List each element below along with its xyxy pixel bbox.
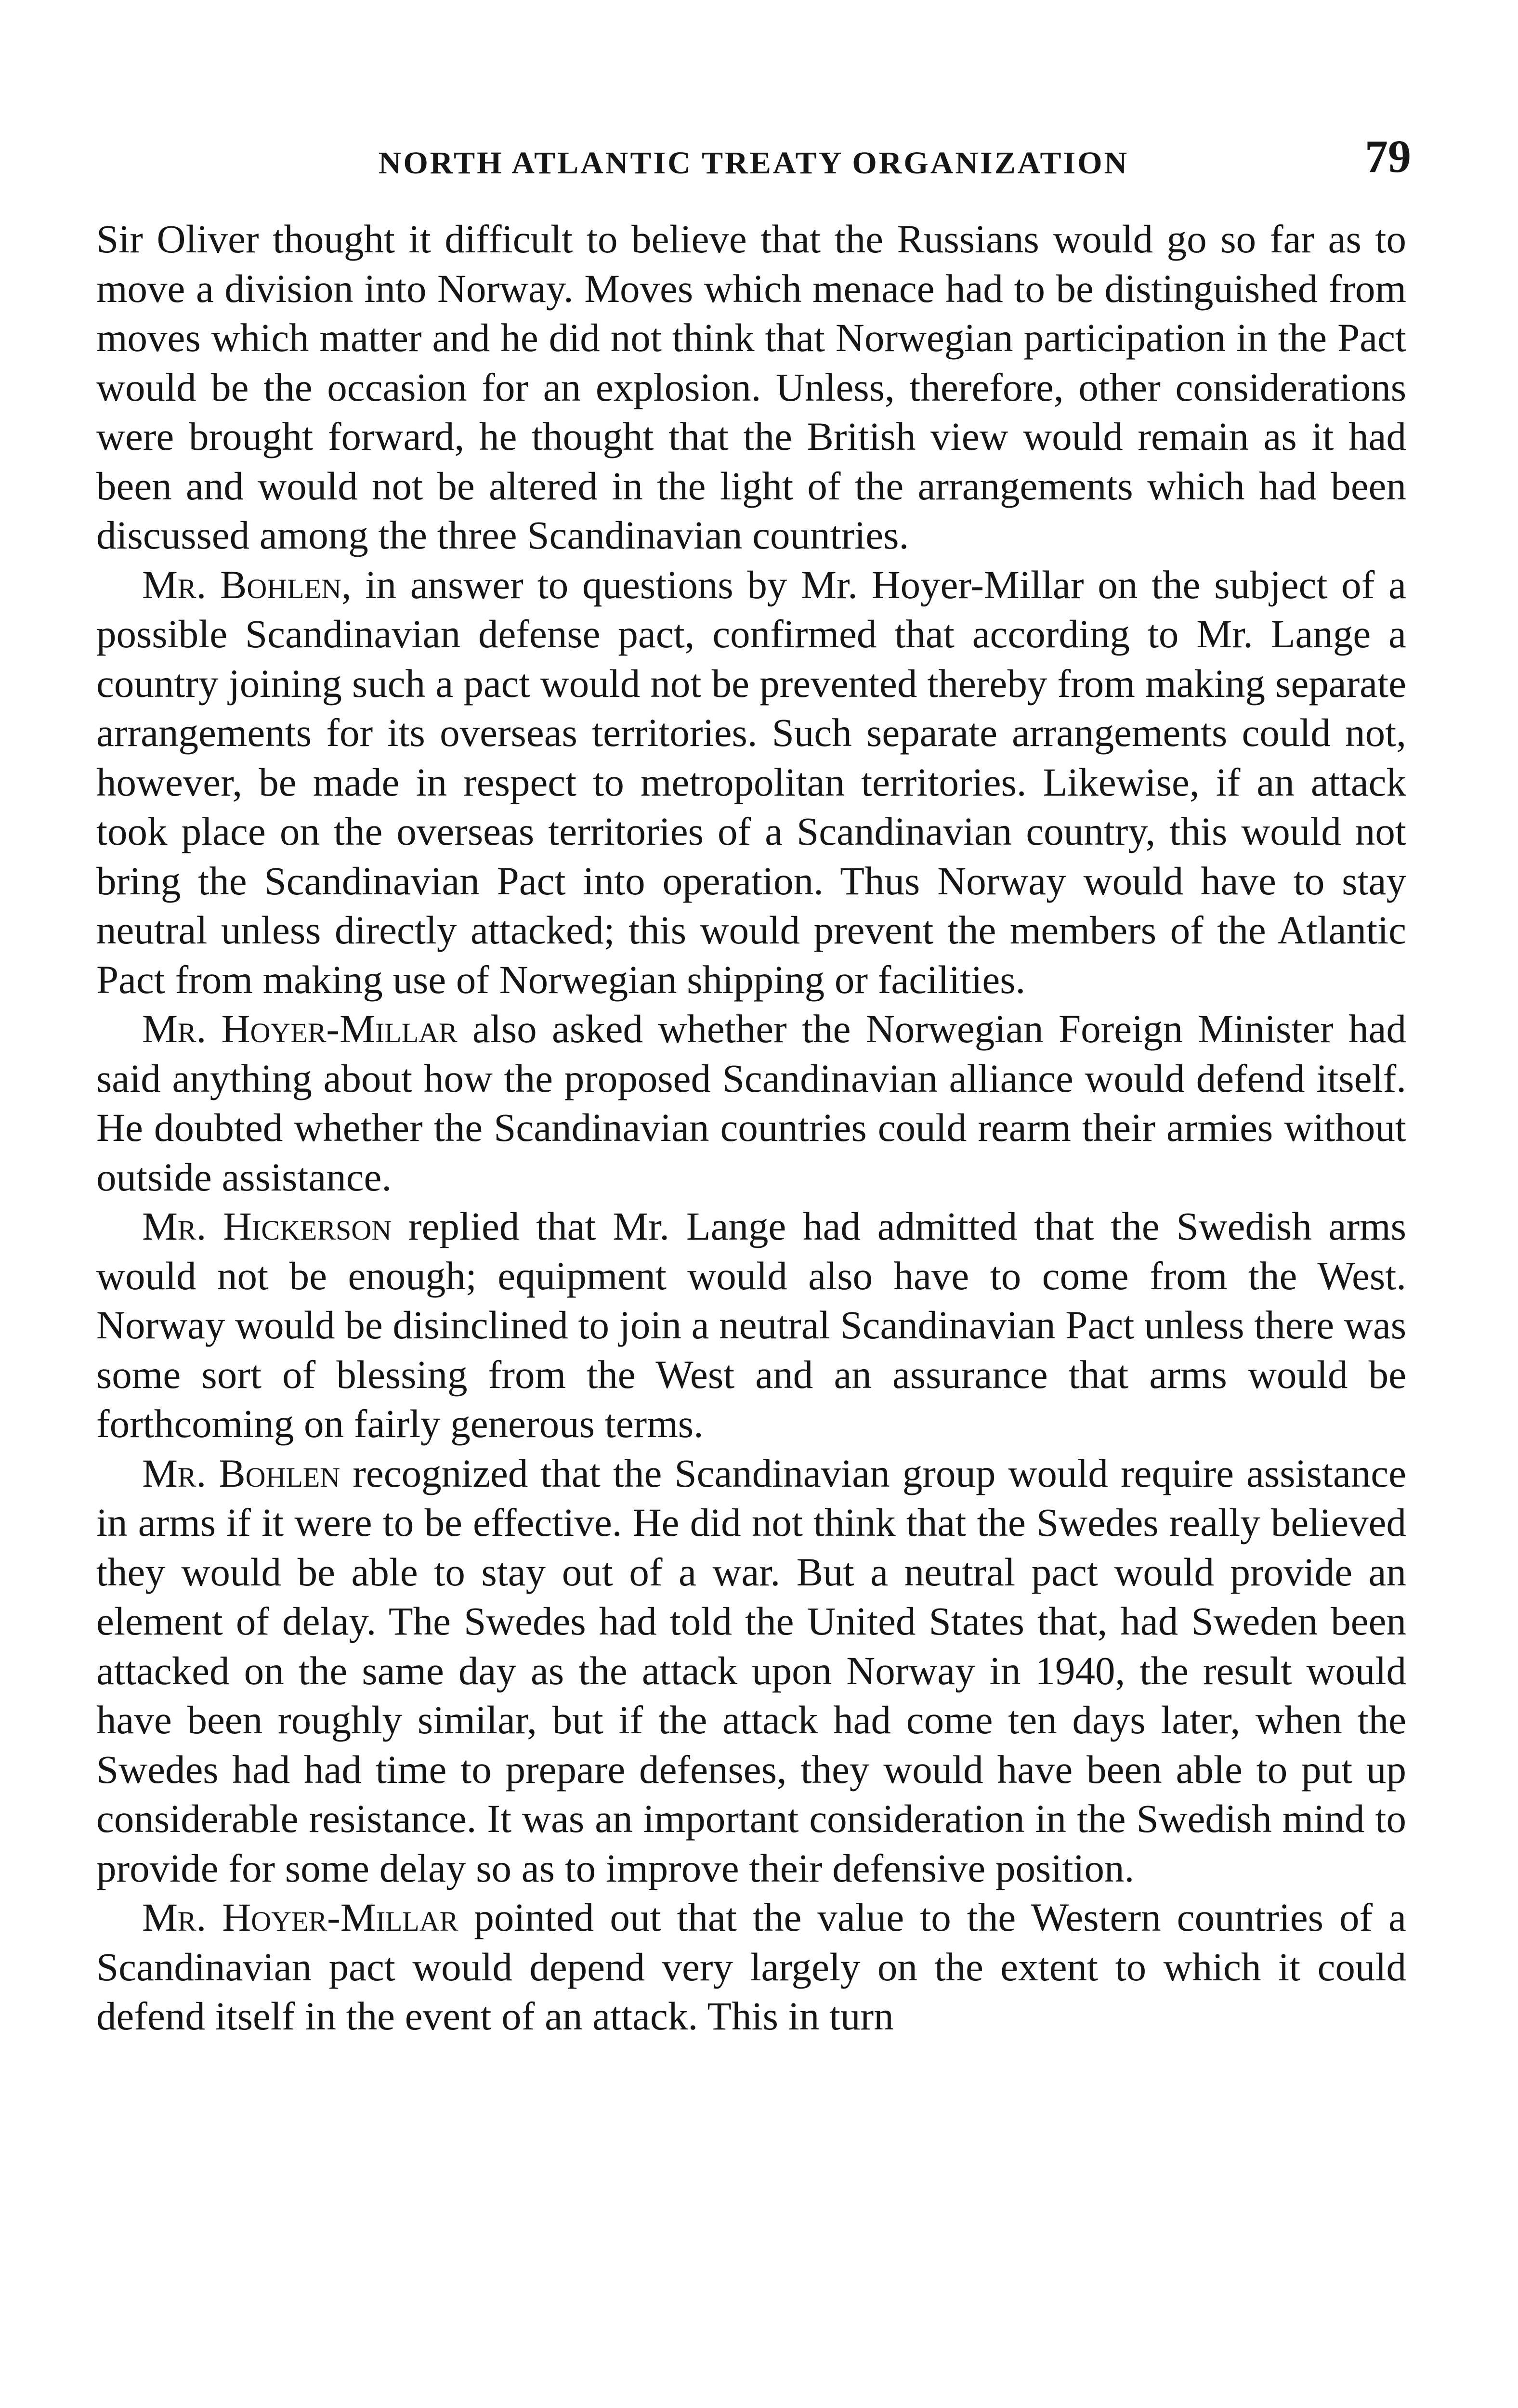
- paragraph-hoyer-millar-1: [96, 1004, 1406, 1202]
- running-head: [96, 123, 1411, 181]
- paragraph-text: replied that Mr. Lange had admitted that the Swedish arms would not be enough; equipment would also have to come from the West. Norway would be disinclined to join a neutral Scandinavian Pact unless there was some sort of blessing from the West and an assurance that arms would be forthcoming on fairly generous terms.: [96, 1204, 1406, 1446]
- running-head-title: NORTH ATLANTIC TREATY ORGANIZATION: [378, 145, 1129, 181]
- paragraph-speaker: Mr. Hoyer-Millar: [142, 1895, 458, 1939]
- paragraph-speaker: Mr. Bohlen: [142, 562, 341, 607]
- paragraph-text: Sir Oliver thought it difficult to believe that the Russians would go so far as to move a division into Norway. Moves which menace had to be distinguished from moves which matter and he did not think that Norwegian participation in the Pact would be the occasion for an explosion. Unless, therefore, other considerations were brought forward, he thought that the British view would remain as it had been and would not be altered in the light of the arrangements which had been discussed among the three Scandinavian countries.: [96, 217, 1406, 557]
- paragraph-speaker: Mr. Hoyer-Millar: [142, 1007, 458, 1051]
- paragraph-text: , in answer to questions by Mr. Hoyer-Millar on the subject of a possible Scandinavian defense pact, confirmed that according to Mr. Lange a country joining such a pact would not be prevented thereby from making separate arrangements for its overseas territories. Such separate arrangements could not, however, be made in respect to metropolitan territories. Likewise, if an attack took place on the overseas territories of a Scandinavian country, this would not bring the Scandinavian Pact into operation. Thus Norway would have to stay neutral unless directly attacked; this would prevent the members of the Atlantic Pact from making use of Norwegian shipping or facilities.: [96, 562, 1406, 1002]
- paragraph-bohlen-1: [96, 560, 1406, 1005]
- paragraph-sir-oliver: [96, 214, 1406, 560]
- paragraph-bohlen-2: [96, 1449, 1406, 1893]
- paragraph-speaker: Mr. Bohlen: [142, 1451, 340, 1495]
- paragraph-hoyer-millar-2: [96, 1893, 1406, 2041]
- paragraph-text: pointed out that the value to the Western countries of a Scandinavian pact would depend very largely on the extent to which it could defend itself in the event of an attack. This in turn: [96, 1895, 1406, 2038]
- paragraph-text: also asked whether the Norwegian Foreign Minister had said anything about how the proposed Scandinavian alliance would defend itself. He doubted whether the Scandinavian countries could rearm their armies without outside assistance.: [96, 1007, 1406, 1199]
- paragraph-hickerson: [96, 1202, 1406, 1449]
- body-text: [96, 214, 1406, 2041]
- page-number: 79: [1365, 131, 1411, 182]
- paragraph-text: recognized that the Scandinavian group would require assistance in arms if it were to be effective. He did not think that the Swedes really believed they would be able to stay out of a war. But a neutral pact would provide an element of delay. The Swedes had told the United States that, had Sweden been attacked on the same day as the attack upon Norway in 1940, the result would have been roughly similar, but if the attack had come ten days later, when the Swedes had had time to prepare defenses, they would have been able to put up considerable resistance. It was an important consideration in the Swedish mind to provide for some delay so as to improve their defensive position.: [96, 1451, 1406, 1890]
- paragraph-speaker: Mr. Hickerson: [142, 1204, 392, 1248]
